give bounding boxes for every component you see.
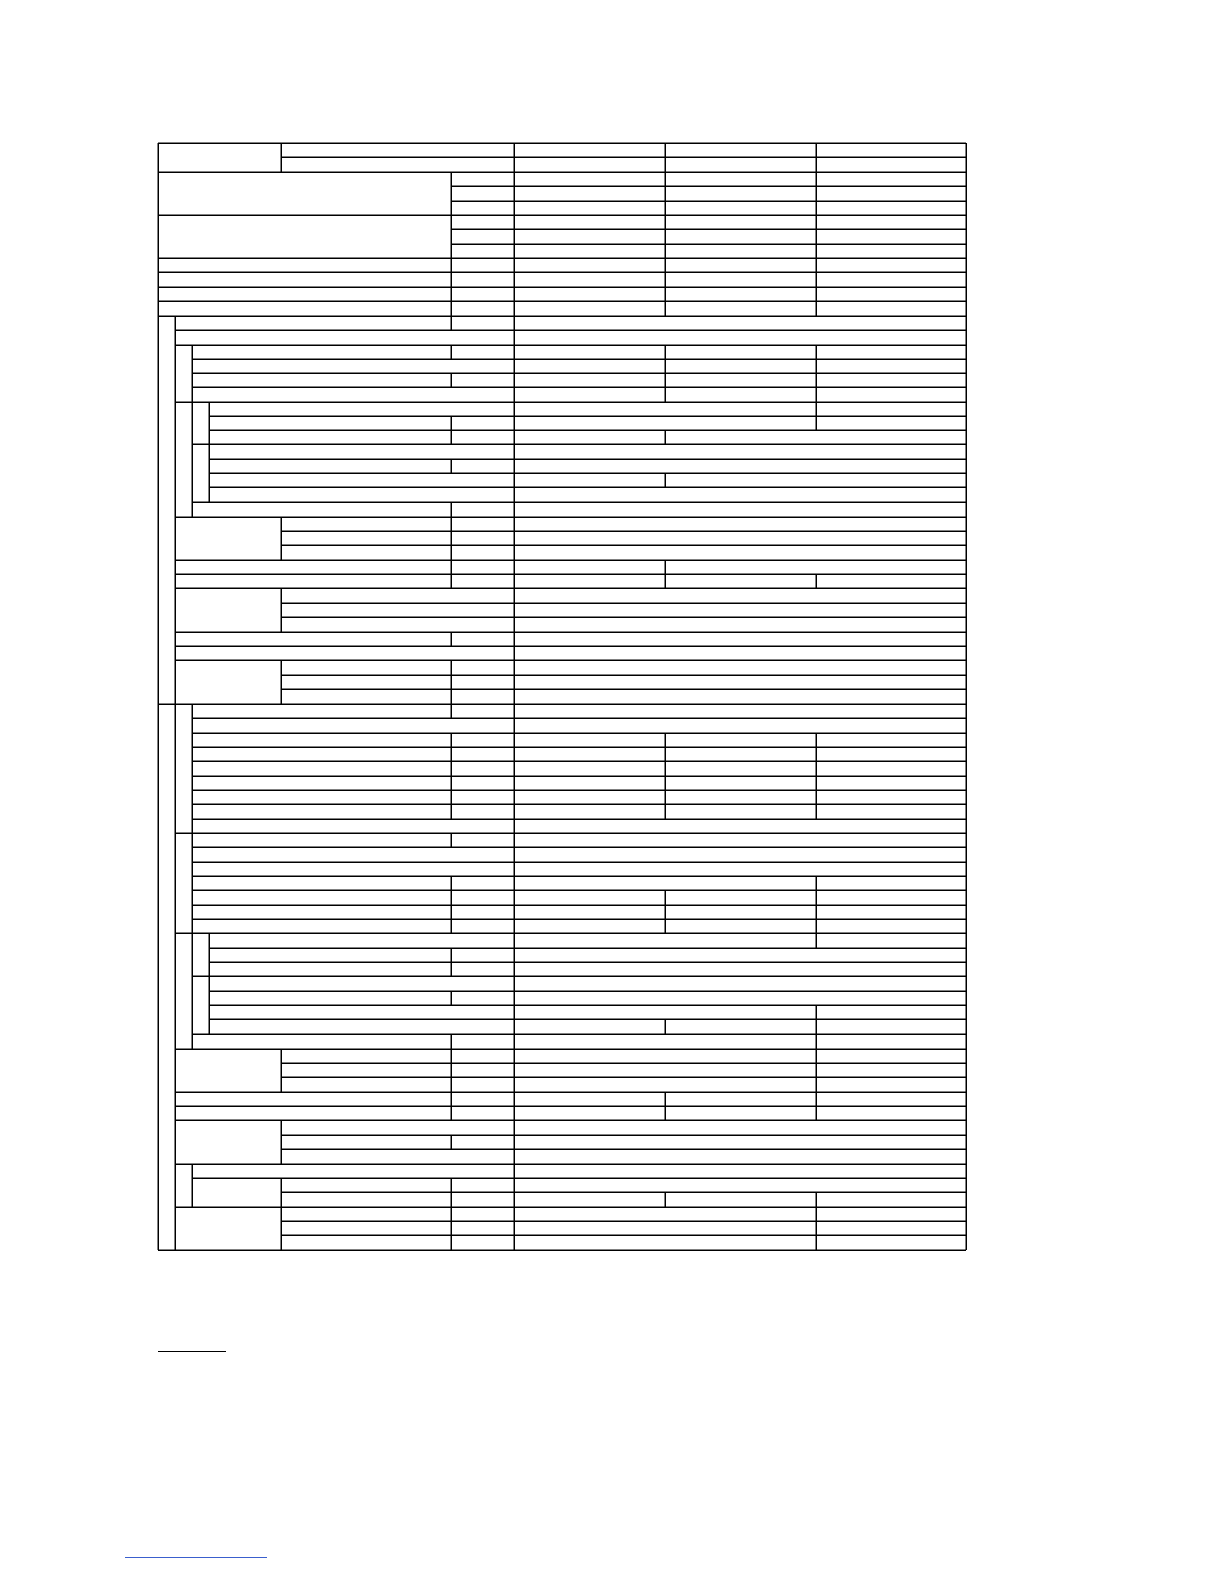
footer-link-underline <box>125 1557 267 1558</box>
notes-heading-underline <box>158 1351 226 1352</box>
